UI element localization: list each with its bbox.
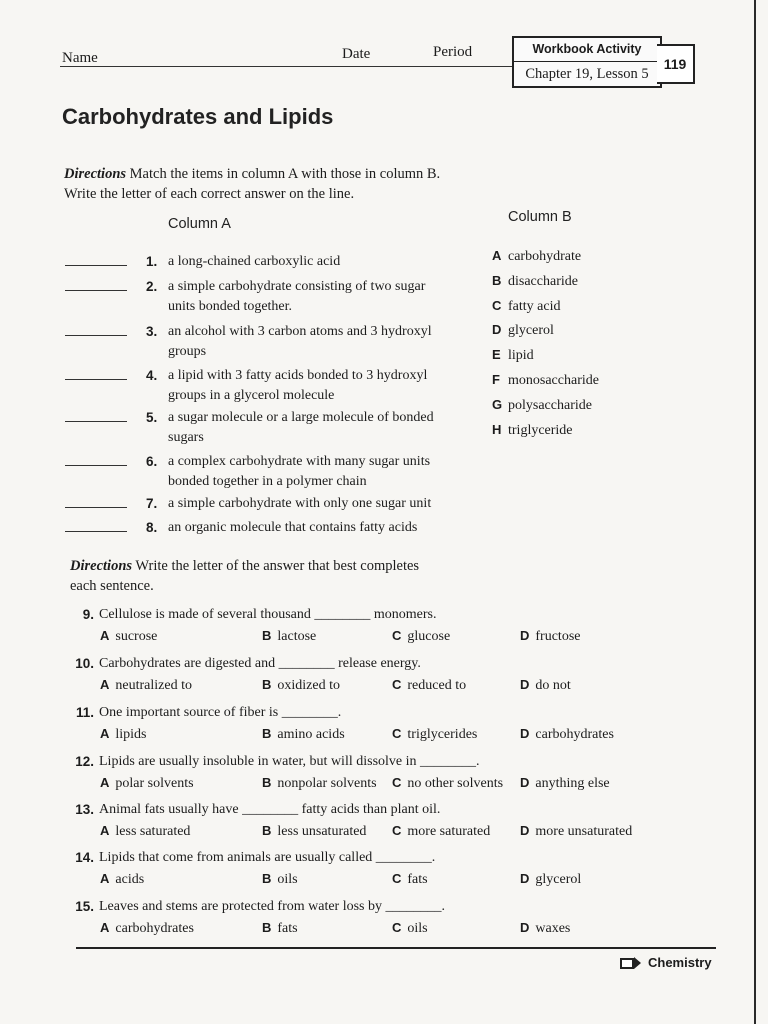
- answer-blank[interactable]: [65, 531, 127, 532]
- option-letter: C: [392, 920, 402, 935]
- workbook-activity-box: [512, 36, 662, 88]
- item-text-line: groups in a glycerol molecule: [168, 388, 335, 403]
- column-b-letter: D: [492, 322, 502, 338]
- item-text-line: groups: [168, 344, 207, 359]
- answer-option[interactable]: [392, 773, 503, 794]
- option-letter: A: [100, 726, 110, 741]
- item-text: [168, 408, 468, 448]
- footer-subject: Chemistry: [648, 955, 712, 970]
- answer-option[interactable]: [100, 675, 192, 696]
- item-number: 8.: [146, 520, 158, 535]
- item-number: 1.: [146, 254, 158, 269]
- directions-label-2: Directions: [70, 558, 133, 574]
- option-text: more unsaturated: [535, 824, 633, 839]
- answer-blank[interactable]: [65, 421, 127, 422]
- answer-option[interactable]: [520, 773, 610, 794]
- column-b-letter: B: [492, 272, 502, 288]
- option-text: carbohydrates: [115, 921, 194, 936]
- column-b-text: lipid: [508, 348, 534, 364]
- question-stem: Animal fats usually have ________ fatty acids than plant oil.: [99, 802, 441, 817]
- chapter-label: Chapter 19, Lesson 5: [525, 66, 649, 82]
- option-letter: D: [520, 871, 530, 886]
- period-label: Period: [433, 44, 473, 60]
- name-line: [60, 66, 515, 67]
- question-number: 9.: [82, 607, 94, 622]
- date-label: Date: [342, 46, 371, 62]
- answer-option[interactable]: [100, 869, 144, 890]
- option-letter: D: [520, 775, 530, 790]
- item-text-line: an alcohol with 3 carbon atoms and 3 hydroxyl: [168, 324, 432, 339]
- column-b-text: fatty acid: [508, 298, 561, 314]
- column-b-text: glycerol: [508, 323, 554, 339]
- column-b-item: [492, 271, 578, 292]
- answer-option[interactable]: [262, 675, 340, 696]
- item-text-line: sugars: [168, 430, 204, 445]
- question-stem: Cellulose is made of several thousand ________ monomers.: [99, 607, 437, 622]
- option-text: lactose: [277, 629, 317, 644]
- answer-option[interactable]: [392, 869, 428, 890]
- answer-option[interactable]: [392, 626, 450, 647]
- option-letter: D: [520, 726, 530, 741]
- option-letter: C: [392, 871, 402, 886]
- item-number: 2.: [146, 279, 158, 294]
- item-text-line: an organic molecule that contains fatty acids: [168, 520, 418, 535]
- answer-option[interactable]: [520, 724, 614, 745]
- column-b-text: polysaccharide: [508, 397, 592, 413]
- column-b-item: [492, 296, 560, 317]
- column-b-letter: E: [492, 347, 501, 363]
- option-letter: D: [520, 677, 530, 692]
- directions2-text-2: each sentence.: [70, 578, 154, 594]
- option-text: fats: [277, 921, 298, 936]
- answer-option[interactable]: [262, 869, 298, 890]
- option-text: acids: [115, 872, 145, 887]
- item-text-line: a complex carbohydrate with many sugar units: [168, 454, 431, 469]
- option-text: no other solvents: [407, 776, 504, 791]
- item-text-line: a simple carbohydrate with only one sugar unit: [168, 496, 432, 511]
- option-letter: D: [520, 920, 530, 935]
- answer-option[interactable]: [100, 773, 194, 794]
- column-b-letter: A: [492, 248, 502, 263]
- option-text: triglycerides: [407, 727, 478, 742]
- option-text: fats: [407, 872, 428, 887]
- answer-blank[interactable]: [65, 465, 127, 466]
- option-text: waxes: [535, 921, 571, 936]
- workbook-activity-label: Workbook Activity: [514, 38, 660, 62]
- directions-text-2: Write the letter of each correct answer on the line.: [64, 186, 355, 202]
- option-text: glucose: [407, 629, 451, 644]
- item-text: [168, 518, 468, 538]
- directions-text-1: Match the items in column A with those in column B.: [129, 166, 441, 182]
- option-text: less unsaturated: [277, 824, 367, 839]
- column-b-text: carbohydrate: [508, 249, 582, 264]
- option-letter: C: [392, 726, 402, 741]
- answer-option[interactable]: [100, 724, 147, 745]
- question-number: 12.: [75, 754, 94, 769]
- option-text: oils: [277, 872, 298, 887]
- answer-blank[interactable]: [65, 379, 127, 380]
- answer-option[interactable]: [520, 869, 581, 890]
- option-text: neutralized to: [115, 678, 192, 693]
- question-number: 11.: [75, 705, 94, 720]
- item-number: 6.: [146, 454, 158, 469]
- item-number: 5.: [146, 410, 158, 425]
- option-letter: B: [262, 726, 272, 741]
- name-label: Name: [62, 50, 98, 66]
- item-number: 7.: [146, 496, 158, 511]
- answer-option[interactable]: [520, 675, 571, 696]
- answer-blank[interactable]: [65, 290, 127, 291]
- option-text: lipids: [115, 727, 147, 742]
- question-number: 14.: [75, 850, 94, 865]
- column-b-item: [492, 370, 599, 391]
- footer: [620, 955, 712, 970]
- book-arrow-icon: [620, 956, 642, 970]
- option-letter: B: [262, 920, 272, 935]
- directions-match: [64, 164, 484, 204]
- item-text: [168, 252, 468, 272]
- option-text: nonpolar solvents: [277, 776, 377, 791]
- option-text: anything else: [535, 776, 610, 791]
- item-text-line: a lipid with 3 fatty acids bonded to 3 hydroxyl: [168, 368, 428, 383]
- answer-blank[interactable]: [65, 335, 127, 336]
- answer-option[interactable]: [392, 724, 477, 745]
- option-letter: B: [262, 775, 272, 790]
- option-text: polar solvents: [115, 776, 194, 791]
- question-stem: Carbohydrates are digested and ________ release energy.: [99, 656, 421, 671]
- answer-option[interactable]: [100, 918, 194, 939]
- column-b-letter: H: [492, 421, 502, 437]
- column-b-text: monosaccharide: [508, 373, 599, 388]
- directions2-text-1: Write the letter of the answer that best completes: [135, 558, 420, 574]
- option-letter: A: [100, 677, 110, 692]
- answer-option[interactable]: [262, 918, 298, 939]
- option-letter: A: [100, 775, 110, 790]
- answer-option[interactable]: [392, 821, 490, 842]
- page-edge: [754, 0, 756, 1024]
- column-b-letter: G: [492, 396, 503, 412]
- option-letter: A: [100, 871, 110, 886]
- option-text: fructose: [535, 629, 581, 644]
- item-text-line: a long-chained carboxylic acid: [168, 254, 341, 269]
- option-text: sucrose: [115, 629, 158, 644]
- answer-option[interactable]: [520, 918, 570, 939]
- answer-option[interactable]: [262, 724, 345, 745]
- question-stem: One important source of fiber is ________.: [99, 705, 342, 720]
- option-letter: B: [262, 677, 272, 692]
- column-b-text: triglyceride: [508, 422, 573, 438]
- column-b-item: [492, 246, 581, 267]
- answer-blank[interactable]: [65, 507, 127, 508]
- answer-option[interactable]: [262, 821, 366, 842]
- answer-option[interactable]: [392, 918, 428, 939]
- item-text: [168, 366, 468, 406]
- option-text: less saturated: [115, 824, 191, 839]
- column-b-item: [492, 395, 592, 416]
- option-text: carbohydrates: [535, 727, 614, 742]
- answer-option[interactable]: [520, 626, 580, 647]
- option-letter: C: [392, 677, 402, 692]
- column-b-item: [492, 420, 573, 441]
- option-letter: B: [262, 628, 272, 643]
- answer-option[interactable]: [262, 626, 316, 647]
- option-letter: C: [392, 823, 402, 838]
- item-text-line: bonded together in a polymer chain: [168, 474, 367, 489]
- page-number: 119: [657, 44, 695, 84]
- answer-option[interactable]: [520, 821, 632, 842]
- column-b-heading: Column B: [508, 209, 572, 225]
- option-text: glycerol: [535, 872, 582, 887]
- question-stem: Lipids that come from animals are usually called ________.: [99, 850, 436, 865]
- item-text: [168, 322, 468, 362]
- option-letter: D: [520, 628, 530, 643]
- item-number: 4.: [146, 368, 158, 383]
- item-text-line: a sugar molecule or a large molecule of bonded: [168, 410, 434, 425]
- item-text: [168, 277, 468, 317]
- column-b-letter: C: [492, 297, 502, 313]
- question-number: 13.: [75, 802, 94, 817]
- column-b-text: disaccharide: [508, 273, 578, 289]
- option-text: more saturated: [407, 824, 491, 839]
- option-letter: C: [392, 775, 402, 790]
- column-b-item: [492, 345, 534, 366]
- question-number: 10.: [75, 656, 94, 671]
- option-letter: A: [100, 920, 110, 935]
- question-stem: Lipids are usually insoluble in water, but will dissolve in ________.: [99, 754, 480, 769]
- option-letter: D: [520, 823, 530, 838]
- option-text: oils: [407, 921, 428, 936]
- option-letter: B: [262, 871, 272, 886]
- item-text: [168, 494, 468, 514]
- option-letter: A: [100, 823, 110, 838]
- option-text: reduced to: [407, 678, 467, 693]
- question-stem: Leaves and stems are protected from water loss by ________.: [99, 899, 446, 914]
- answer-option[interactable]: [392, 675, 466, 696]
- answer-option[interactable]: [262, 773, 377, 794]
- page-title: Carbohydrates and Lipids: [62, 104, 334, 129]
- item-text: [168, 452, 468, 492]
- answer-option[interactable]: [100, 821, 190, 842]
- directions-complete: [70, 556, 490, 596]
- option-text: amino acids: [277, 727, 345, 742]
- option-letter: A: [100, 628, 110, 643]
- option-text: do not: [535, 678, 571, 693]
- column-b-item: [492, 320, 554, 341]
- item-number: 3.: [146, 324, 158, 339]
- item-text-line: a simple carbohydrate consisting of two sugar: [168, 279, 426, 294]
- option-letter: B: [262, 823, 272, 838]
- footer-rule: [76, 947, 716, 949]
- option-letter: C: [392, 628, 402, 643]
- answer-blank[interactable]: [65, 265, 127, 266]
- column-b-letter: F: [492, 372, 500, 387]
- column-a-heading: Column A: [168, 216, 231, 232]
- directions-label: Directions: [64, 166, 127, 182]
- item-text-line: units bonded together.: [168, 299, 293, 314]
- question-number: 15.: [75, 899, 94, 914]
- answer-option[interactable]: [100, 626, 157, 647]
- option-text: oxidized to: [277, 678, 340, 693]
